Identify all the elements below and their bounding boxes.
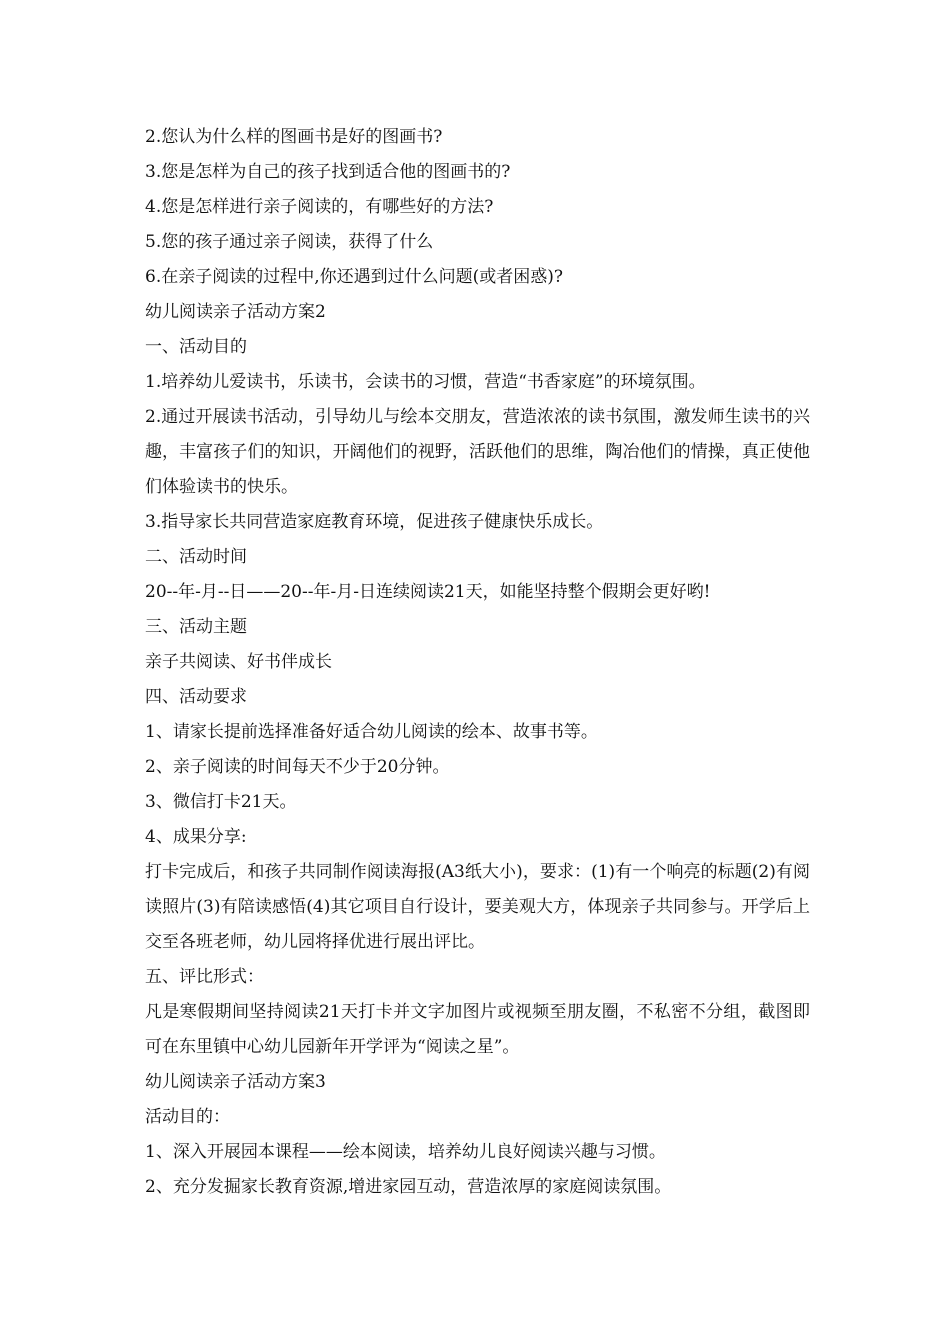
survey-question-4: 4.您是怎样进行亲子阅读的，有哪些好的方法? [145,197,494,217]
document-body [145,120,810,1205]
goal-item-1: 1.培养幼儿爱读书，乐读书，会读书的习惯，营造“书香家庭”的环境氛围。 [145,372,706,392]
evaluation-text: 凡是寒假期间坚持阅读21天打卡并文字加图片或视频至朋友圈，不私密不分组，截图即可在东里镇中心幼儿园新年开学评为“阅读之星”。 [145,1002,810,1057]
survey-question-5: 5.您的孩子通过亲子阅读，获得了什么 [145,232,434,252]
goal-item-2: 2.通过开展读书活动，引导幼儿与绘本交朋友，营造浓浓的读书氛围，激发师生读书的兴趣，丰富孩子们的知识，开阔他们的视野，活跃他们的思维，陶冶他们的情操，真正使他们体验读书的快乐。 [145,407,810,497]
plan-3-goal-item-1: 1、深入开展园本课程——绘本阅读，培养幼儿良好阅读兴趣与习惯。 [145,1142,666,1162]
section-heading-theme: 三、活动主题 [145,617,247,637]
section-heading-time: 二、活动时间 [145,547,247,567]
requirement-item-4: 4、成果分享: [145,827,247,847]
requirement-item-3: 3、微信打卡21天。 [145,792,297,812]
section-heading-evaluation: 五、评比形式： [145,967,264,987]
time-text: 20--年-月--日——20--年-月-日连续阅读21天，如能坚持整个假期会更好哟! [145,582,711,602]
goal-item-3: 3.指导家长共同营造家庭教育环境，促进孩子健康快乐成长。 [145,512,604,532]
sharing-details: 打卡完成后，和孩子共同制作阅读海报(A3纸大小)，要求：(1)有一个响亮的标题(2)有阅读照片(3)有陪读感悟(4)其它项目自行设计，要美观大方，体现亲子共同参与。开学后上交至各班老师，幼儿园将择优进行展出评比。 [145,862,810,952]
plan-3-goal-item-2: 2、充分发掘家长教育资源,增进家园互动，营造浓厚的家庭阅读氛围。 [145,1177,672,1197]
section-heading-goal: 一、活动目的 [145,337,247,357]
plan-2-title: 幼儿阅读亲子活动方案2 [145,302,326,322]
requirement-item-1: 1、请家长提前选择准备好适合幼儿阅读的绘本、故事书等。 [145,722,598,742]
survey-question-2: 2.您认为什么样的图画书是好的图画书? [145,127,443,147]
survey-question-6: 6.在亲子阅读的过程中,你还遇到过什么问题(或者困惑)? [145,267,564,287]
section-heading-requirements: 四、活动要求 [145,687,247,707]
plan-3-goal-heading: 活动目的： [145,1107,230,1127]
requirement-item-2: 2、亲子阅读的时间每天不少于20分钟。 [145,757,450,777]
plan-3-title: 幼儿阅读亲子活动方案3 [145,1072,326,1092]
theme-text: 亲子共阅读、好书伴成长 [145,652,332,672]
survey-question-3: 3.您是怎样为自己的孩子找到适合他的图画书的? [145,162,511,182]
